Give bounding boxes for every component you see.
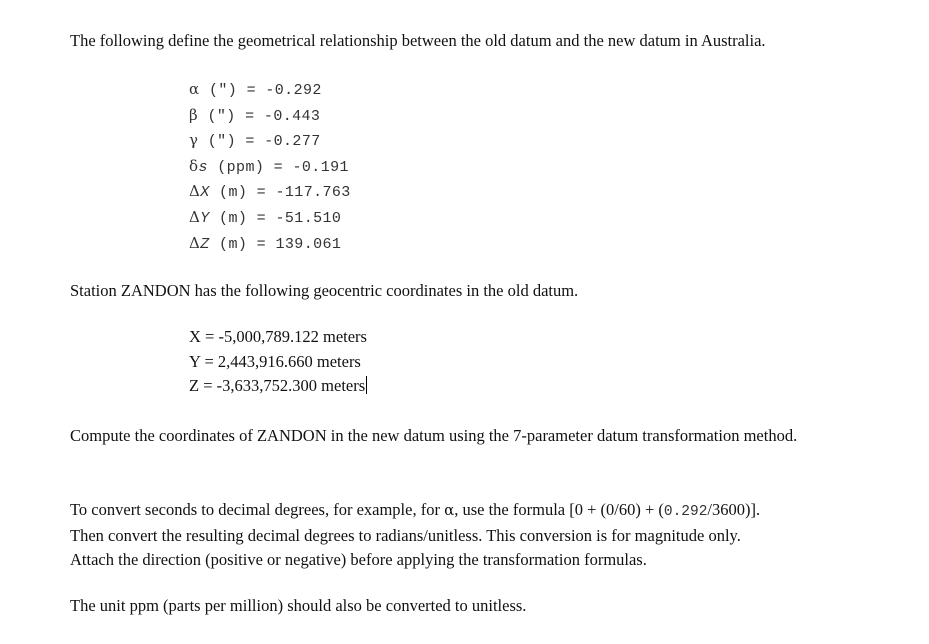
- parameter-unit: (m): [219, 209, 248, 227]
- parameter-equals: =: [246, 82, 256, 99]
- parameter-value: -0.277: [264, 133, 321, 151]
- parameter-symbol: β: [189, 105, 199, 124]
- coordinate-unit: meters: [321, 376, 366, 395]
- parameter-variable: Z: [200, 235, 210, 253]
- parameter-value: -0.292: [265, 82, 322, 99]
- coordinate-value: -5,000,789.122: [218, 327, 319, 346]
- parameter-unit: ("): [208, 82, 238, 99]
- parameter-row-dz: [189, 232, 351, 258]
- ppm-paragraph: The unit ppm (parts per million) should also be converted to unitless.: [70, 596, 527, 615]
- coordinate-label: Y: [189, 351, 201, 371]
- parameter-unit: (m): [219, 235, 248, 253]
- parameter-equals: =: [245, 107, 255, 125]
- parameter-symbol: α: [189, 80, 200, 98]
- coordinate-equals: =: [205, 327, 215, 346]
- coordinate-unit: meters: [322, 327, 367, 346]
- parameter-variable: s: [198, 158, 208, 176]
- conversion-paragraph: [70, 498, 880, 572]
- parameter-value: -51.510: [275, 209, 342, 227]
- parameter-symbol: Δ: [189, 233, 201, 252]
- intro-paragraph: The following define the geometrical relationship between the old datum and the new datum in Australia.: [70, 31, 766, 50]
- coordinate-unit: meters: [316, 351, 361, 371]
- coordinate-label: Z: [189, 376, 200, 395]
- parameter-equals: =: [273, 158, 284, 176]
- parameter-value: -0.191: [292, 158, 349, 176]
- parameter-list: [189, 78, 351, 257]
- alpha-symbol: α: [444, 501, 455, 519]
- parameter-unit: (ppm): [217, 158, 265, 176]
- conversion-line-3: Attach the direction (positive or negative) before applying the transformation formulas.: [70, 550, 647, 569]
- parameter-unit: ("): [207, 107, 236, 125]
- parameter-variable: X: [200, 184, 210, 202]
- coordinate-row-y: [189, 350, 367, 375]
- parameter-row-gamma: [189, 129, 351, 155]
- coordinate-row-z: [189, 374, 367, 399]
- compute-paragraph: Compute the coordinates of ZANDON in the new datum using the 7-parameter datum transformation method.: [70, 426, 798, 445]
- parameter-value: -117.763: [275, 184, 351, 202]
- parameter-unit: (m): [219, 184, 248, 202]
- parameter-value: -0.443: [263, 107, 321, 125]
- conversion-formula-start: , use the formula [0 + (0/60) + (: [454, 500, 664, 519]
- coordinate-row-x: [189, 325, 367, 350]
- conversion-line-1: [70, 498, 880, 524]
- conversion-formula-value: 0.292: [663, 504, 708, 520]
- parameter-equals: =: [256, 184, 267, 202]
- parameter-equals: =: [256, 209, 267, 227]
- parameter-row-alpha: [189, 78, 351, 104]
- coordinate-value: -3,633,752.300: [216, 376, 318, 395]
- parameter-value: 139.061: [275, 235, 342, 253]
- parameter-symbol: Δ: [189, 182, 201, 201]
- coordinate-equals: =: [204, 351, 214, 371]
- coordinate-value: 2,443,916.660: [217, 351, 313, 371]
- parameter-symbol: γ: [189, 131, 199, 150]
- parameter-row-dy: [189, 206, 351, 232]
- coordinate-label: X: [189, 327, 201, 346]
- conversion-line-2: Then convert the resulting decimal degrees to radians/unitless. This conversion is for magnitude only.: [70, 526, 741, 545]
- parameter-unit: ("): [207, 133, 236, 151]
- parameter-equals: =: [245, 133, 255, 151]
- conversion-formula-end: /3600)].: [707, 500, 761, 519]
- parameter-row-dx: [189, 180, 351, 206]
- parameter-equals: =: [256, 235, 267, 253]
- conversion-prefix: To convert seconds to decimal degrees, for example, for: [70, 500, 440, 519]
- coordinate-list: [189, 325, 367, 399]
- parameter-row-scale: [189, 155, 351, 181]
- text-cursor: [366, 376, 367, 394]
- coordinate-equals: =: [203, 376, 213, 395]
- station-paragraph: Station ZANDON has the following geocentric coordinates in the old datum.: [70, 281, 579, 300]
- parameter-row-beta: [189, 104, 351, 130]
- parameter-symbol: Δ: [189, 207, 201, 226]
- parameter-variable: Y: [200, 209, 210, 227]
- parameter-symbol: δ: [189, 156, 199, 175]
